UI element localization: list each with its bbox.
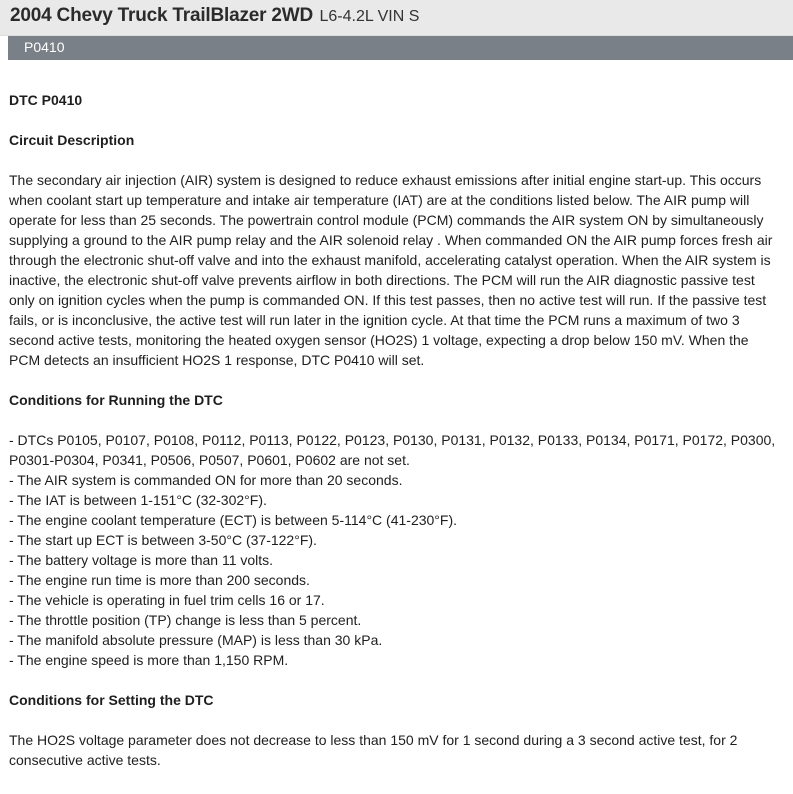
vehicle-engine: L6-4.2L VIN S	[319, 8, 420, 25]
conditions-running-list	[9, 430, 783, 670]
list-item: - The AIR system is commanded ON for more than 20 seconds.	[9, 472, 403, 488]
list-item: - The throttle position (TP) change is less than 5 percent.	[9, 612, 362, 628]
list-item: - The battery voltage is more than 11 volts.	[9, 552, 274, 568]
list-item: - DTCs P0105, P0107, P0108, P0112, P0113, P0122, P0123, P0130, P0131, P0132, P0133, P0134, P0171, P0172, P0300, P0301-P0304, P0341, P0506, P0507, P0601, P0602 are not set.	[9, 432, 776, 468]
vehicle-header	[0, 0, 793, 36]
list-item: - The engine coolant temperature (ECT) is between 5-114°C (41-230°F).	[9, 512, 458, 528]
vehicle-title: 2004 Chevy Truck TrailBlazer 2WD	[10, 5, 314, 26]
document-body	[9, 60, 783, 770]
dtc-heading: DTC P0410	[9, 92, 83, 108]
list-item: - The manifold absolute pressure (MAP) is less than 30 kPa.	[9, 632, 383, 648]
dtc-code-bar	[8, 36, 793, 60]
conditions-setting-heading: Conditions for Setting the DTC	[9, 692, 214, 708]
list-item: - The start up ECT is between 3-50°C (37-122°F).	[9, 532, 317, 548]
list-item: - The engine run time is more than 200 seconds.	[9, 572, 310, 588]
circuit-description-heading: Circuit Description	[9, 132, 135, 148]
circuit-description-text: The secondary air injection (AIR) system is designed to reduce exhaust emissions after initial engine start-up. This occurs when coolant start up temperature and intake air temperature (IAT) are at the conditions listed below. The AIR pump will operate for less than 25 seconds. The powertrain control module (PCM) commands the AIR system ON by simultaneously supplying a ground to the AIR pump relay and the AIR solenoid relay . When commanded ON the AIR pump forces fresh air through the electronic shut-off valve and into the exhaust manifold, accelerating catalyst operation. When the AIR system is inactive, the electronic shut-off valve prevents airflow in both directions. The PCM will run the AIR diagnostic passive test only on ignition cycles when the pump is commanded ON. If this test passes, then no active test will run. If the passive test fails, or is inconclusive, the active test will run later in the ignition cycle. At that time the PCM runs a maximum of two 3 second active tests, monitoring the heated oxygen sensor (HO2S) 1 voltage, expecting a drop below 150 mV. When the PCM detects an insufficient HO2S 1 response, DTC P0410 will set.	[9, 172, 773, 368]
conditions-setting-text: The HO2S voltage parameter does not decrease to less than 150 mV for 1 second during a 3 second active test, for 2 consecutive active tests.	[9, 732, 738, 768]
list-item: - The IAT is between 1-151°C (32-302°F).	[9, 492, 267, 508]
conditions-running-heading: Conditions for Running the DTC	[9, 392, 223, 408]
list-item: - The vehicle is operating in fuel trim cells 16 or 17.	[9, 592, 325, 608]
list-item: - The engine speed is more than 1,150 RPM.	[9, 652, 289, 668]
dtc-code-label: P0410	[24, 39, 65, 55]
